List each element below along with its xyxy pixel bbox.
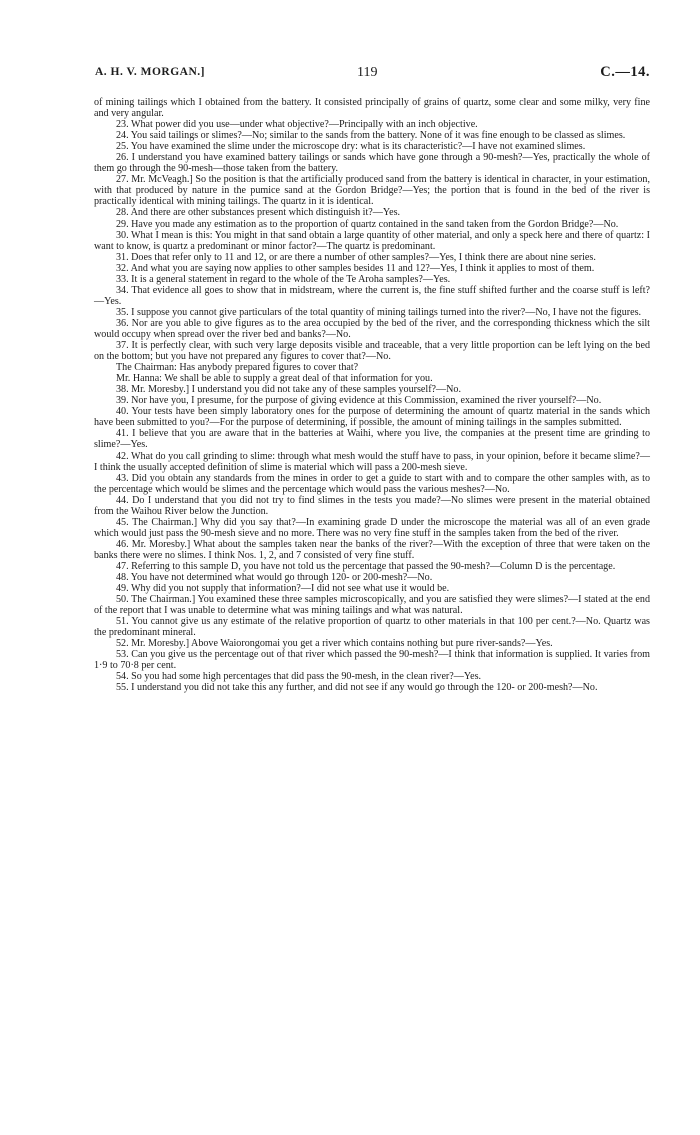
paragraph: 31. Does that refer only to 11 and 12, or are there a number of other samples?—Yes, I think there are about nine series.: [116, 251, 596, 263]
paragraph: 32. And what you are saying now applies to other samples besides 11 and 12?—Yes, I think it applies to most of them.: [116, 262, 595, 274]
paragraph: of mining tailings which I obtained from the battery. It consisted principally of grains of quartz, some clear and some milky, very fine and very angular.: [94, 97, 650, 120]
witness-name: A. H. V. MORGAN.]: [95, 66, 205, 78]
paragraph: 34. That evidence all goes to show that in midstream, where the current is, the fine stuff shifted further and the coarse stuff is left?—Yes.: [94, 284, 650, 307]
paragraph: 43. Did you obtain any standards from the mines in order to get a guide to start with and to compare the other samples with, as to the percentage which would be slimes and the percentage which would pass the various meshes?—No.: [94, 472, 650, 495]
paragraph: 55. I understand you did not take this any further, and did not see if any would go through the 120- or 200-mesh?—No.: [116, 682, 598, 694]
paragraph: 46. Mr. Moresby.] What about the samples taken near the banks of the river?—With the exception of three that were taken on the banks there were no slimes. I think Nos. 1, 2, and 7 consisted of very fine stuff.: [94, 538, 650, 561]
page-header: [95, 66, 650, 84]
paragraph: 35. I suppose you cannot give particulars of the total quantity of mining tailings turned into the river?—No, I have not the figures.: [116, 306, 642, 318]
paragraph: 53. Can you give us the percentage out of that river which passed the 90-mesh?—I think that information is supplied. It varies from 1·9 to 70·8 per cent.: [94, 649, 650, 672]
paragraph: 49. Why did you not supply that information?—I did not see what use it would be.: [116, 583, 450, 595]
paragraph: 27. Mr. McVeagh.] So the position is that the artificially produced sand from the battery is identical in character, in your estimation, with that produced by nature in the pumice sand at the Gordon Bridge?—Yes; the portion that is found in the bed of the river is practically identical with mining tailings. The quartz in it is identical.: [94, 174, 650, 208]
paragraph: 40. Your tests have been simply laboratory ones for the purpose of determining the amount of quartz material in the sands which have been submitted to you?—For the purpose of determining, if possible, the amount of mining tailings in the samples submitted.: [94, 406, 650, 429]
paragraph: 36. Nor are you able to give figures as to the area occupied by the bed of the river, and the corresponding thickness which the silt would occupy when spread over the river bed and banks?—No.: [94, 317, 650, 340]
paragraph: 26. I understand you have examined battery tailings or sands which have gone through a 90-mesh?—Yes, practically the whole of them go through the 90-mesh—those taken from the battery.: [94, 152, 650, 175]
paragraph: 52. Mr. Moresby.] Above Waiorongomai you get a river which contains nothing but pure river-sands?—Yes.: [116, 638, 553, 650]
paragraph: 23. What power did you use—under what objective?—Principally with an inch objective.: [116, 119, 478, 131]
paragraph: 29. Have you made any estimation as to the proportion of quartz contained in the sand taken from the Gordon Bridge?—No.: [116, 218, 619, 230]
paragraph: 41. I believe that you are aware that in the batteries at Waihi, where you live, the companies at the present time are grinding to slime?—Yes.: [94, 428, 650, 451]
page-number: 119: [357, 65, 378, 80]
paragraph: 47. Referring to this sample D, you have not told us the percentage that passed the 90-mesh?—Column D is the percentage.: [116, 560, 616, 572]
paragraph: Mr. Hanna: We shall be able to supply a great deal of that information for you.: [116, 373, 433, 385]
document-reference: C.—14.: [600, 64, 650, 80]
paragraph: 38. Mr. Moresby.] I understand you did not take any of these samples yourself?—No.: [116, 384, 461, 396]
paragraph: 37. It is perfectly clear, with such very large deposits visible and traceable, that a very little proportion can be left lying on the bed on the bottom; but you have not prepared any figures to cover that?—No.: [94, 340, 650, 363]
paragraph: 24. You said tailings or slimes?—No; similar to the sands from the battery. None of it was fine enough to be classed as slimes.: [116, 130, 626, 142]
paragraph: 51. You cannot give us any estimate of the relative proportion of quartz to other materials in that 100 per cent.?—No. Quartz was the predominant mineral.: [94, 616, 650, 639]
paragraph: 28. And there are other substances present which distinguish it?—Yes.: [116, 207, 401, 219]
paragraph: 54. So you had some high percentages that did pass the 90-mesh, in the clean river?—Yes.: [116, 671, 482, 683]
paragraph: 30. What I mean is this: You might in that sand obtain a large quantity of other material, and only a speck here and there of quartz: I want to know, is quartz a predominant or minor factor?—The quartz is predominant.: [94, 229, 650, 252]
paragraph: 39. Nor have you, I presume, for the purpose of giving evidence at this Commission, examined the river yourself?—No.: [116, 395, 602, 407]
page-body: [94, 97, 650, 694]
paragraph: 42. What do you call grinding to slime: through what mesh would the stuff have to pass, in your opinion, before it became slime?—I think the usually accepted definition of slime is material which will pass a 200-mesh sieve.: [94, 450, 650, 473]
paragraph: 33. It is a general statement in regard to the whole of the Te Aroha samples?—Yes.: [116, 273, 451, 285]
paragraph: 25. You have examined the slime under the microscope dry: what is its characteristic?—I have not examined slimes.: [116, 141, 586, 153]
paragraph: 44. Do I understand that you did not try to find slimes in the tests you made?—No slimes were present in the material obtained from the Waihou River below the Junction.: [94, 494, 650, 517]
paragraph: The Chairman: Has anybody prepared figures to cover that?: [116, 362, 359, 374]
paragraph: 50. The Chairman.] You examined these three samples microscopically, and you are satisfied they were slimes?—I stated at the end of the report that I was unable to determine what was mining tailings and what was natural.: [94, 594, 650, 617]
paragraph: 48. You have not determined what would go through 120- or 200-mesh?—No.: [116, 572, 433, 584]
paragraph: 45. The Chairman.] Why did you say that?—In examining grade D under the microscope the material was all of an even grade which would just pass the 90-mesh sieve and no more. There was no very fine stuff in the samples taken from the bed of the river.: [94, 516, 650, 539]
